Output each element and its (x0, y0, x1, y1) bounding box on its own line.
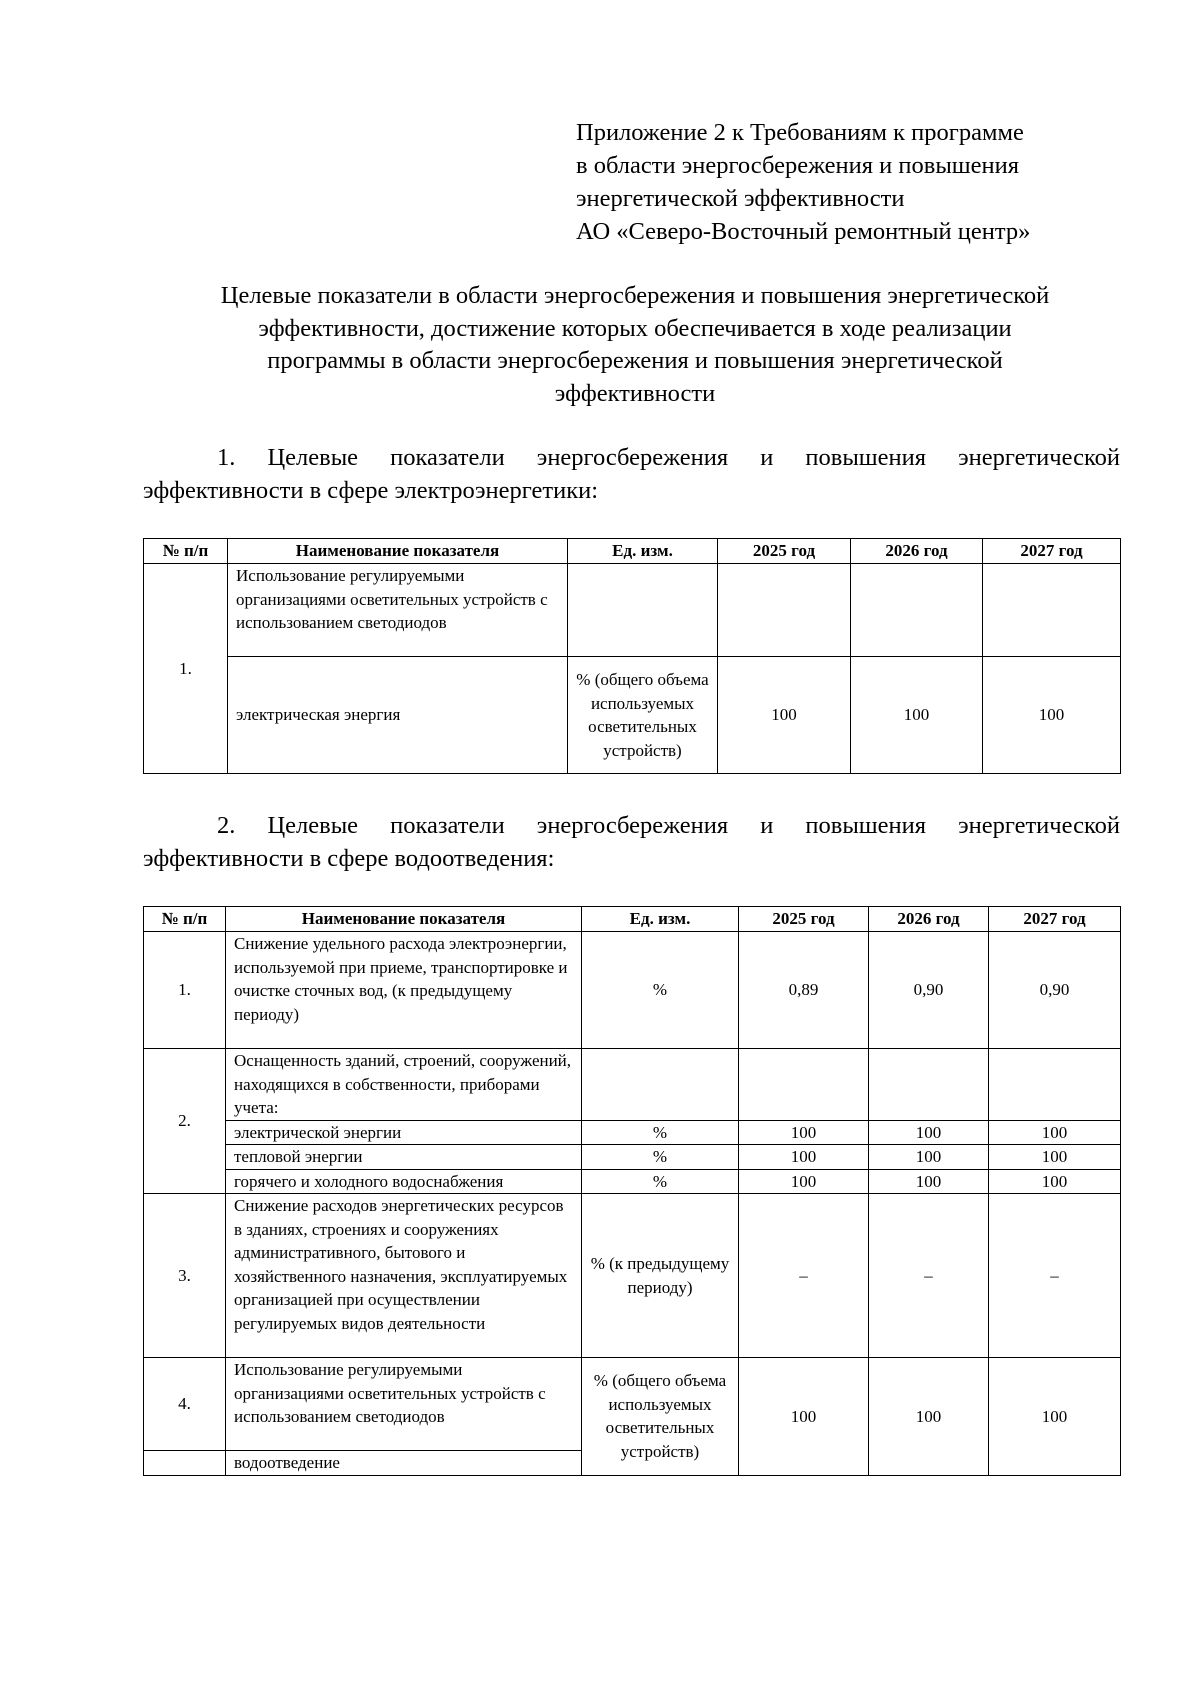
section-2-heading-line-1: 2. Целевые показатели энергосбережения и повышения энергетической (217, 812, 1120, 839)
table-header-row (144, 907, 1121, 932)
row-number: 2. (144, 1049, 226, 1194)
row-number: 4. (144, 1358, 226, 1451)
indicator-name: Использование регулируемыми организациями осветительных устройств с использованием светодиодов (226, 1358, 582, 1451)
appendix-line: в области энергосбережения и повышения (576, 152, 1020, 179)
appendix-note (576, 116, 1136, 248)
value-2025: 100 (739, 1145, 869, 1170)
value-2026: 100 (869, 1169, 989, 1194)
empty-cell (983, 564, 1121, 657)
header-cell-number: № п/п (144, 907, 226, 932)
table-row (144, 1194, 1121, 1358)
section-1-heading (143, 441, 1120, 507)
table-row (144, 932, 1121, 1049)
value-2027: 100 (989, 1120, 1121, 1145)
electricity-indicators-table (143, 538, 1121, 774)
section-2-heading-line-2: эффективности в сфере водоотведения: (143, 845, 555, 872)
unit-cell: % (582, 1120, 739, 1145)
row-number: 1. (144, 564, 228, 774)
empty-cell (568, 564, 718, 657)
appendix-line: энергетической эффективности (576, 185, 905, 212)
table-row (144, 1145, 1121, 1170)
value-2025: 100 (739, 1120, 869, 1145)
header-cell-2025: 2025 год (739, 907, 869, 932)
appendix-line: Приложение 2 к Требованиям к программе (576, 119, 1024, 146)
table-header-row (144, 539, 1121, 564)
empty-cell (739, 1049, 869, 1121)
section-2-heading (143, 809, 1120, 875)
empty-cell (582, 1049, 739, 1121)
empty-cell (144, 1451, 226, 1476)
value-2025: 0,89 (739, 932, 869, 1049)
header-cell-2027: 2027 год (989, 907, 1121, 932)
header-cell-name: Наименование показателя (226, 907, 582, 932)
unit-cell: % (к предыдущему периоду) (582, 1194, 739, 1358)
value-2026: 100 (869, 1145, 989, 1170)
value-2027: 100 (989, 1358, 1121, 1476)
table-row (144, 1049, 1121, 1121)
table-row (144, 1120, 1121, 1145)
value-2027: – (989, 1194, 1121, 1358)
value-2027: 0,90 (989, 932, 1121, 1049)
table-row (144, 564, 1121, 657)
title-line: программы в области энергосбережения и повышения энергетической (267, 347, 1003, 374)
indicator-name: Использование регулируемыми организациями осветительных устройств с использованием светодиодов (228, 564, 568, 657)
indicator-name: Снижение удельного расхода электроэнергии, используемой при приеме, транспортировке и очистке сточных вод, (к предыдущему периоду) (226, 932, 582, 1049)
value-2025: 100 (739, 1358, 869, 1476)
wastewater-indicators-table (143, 906, 1121, 1476)
indicator-name: Снижение расходов энергетических ресурсов в зданиях, строениях и сооружениях административного, бытового и хозяйственного назначения, эксплуатируемых организацией при осуществлении регулируемых видов деятельности (226, 1194, 582, 1358)
header-cell-2026: 2026 год (869, 907, 989, 932)
header-cell-number: № п/п (144, 539, 228, 564)
value-2026: 100 (869, 1358, 989, 1476)
title-line: эффективности (554, 379, 716, 407)
value-2027: 100 (983, 657, 1121, 774)
indicator-subname: горячего и холодного водоснабжения (226, 1169, 582, 1194)
empty-cell (851, 564, 983, 657)
indicator-subname: тепловой энергии (226, 1145, 582, 1170)
indicator-subname: электрической энергии (226, 1120, 582, 1145)
value-2026: 0,90 (869, 932, 989, 1049)
value-2026: – (869, 1194, 989, 1358)
row-number: 1. (144, 932, 226, 1049)
header-cell-2027: 2027 год (983, 539, 1121, 564)
title-line: эффективности, достижение которых обеспечивается в ходе реализации (258, 314, 1012, 342)
empty-cell (989, 1049, 1121, 1121)
header-cell-unit: Ед. изм. (582, 907, 739, 932)
indicator-subname: электрическая энергия (228, 657, 568, 774)
unit-cell: % (582, 932, 739, 1049)
document-title (140, 280, 1130, 410)
appendix-line: АО «Северо-Восточный ремонтный центр» (576, 218, 1031, 245)
unit-cell: % (общего объема используемых осветительных устройств) (582, 1358, 739, 1476)
value-2025: – (739, 1194, 869, 1358)
value-2026: 100 (869, 1120, 989, 1145)
header-cell-2025: 2025 год (718, 539, 851, 564)
header-cell-name: Наименование показателя (228, 539, 568, 564)
table-row (144, 1358, 1121, 1451)
value-2027: 100 (989, 1169, 1121, 1194)
title-line: Целевые показатели в области энергосбережения и повышения энергетической (220, 282, 1050, 309)
row-number: 3. (144, 1194, 226, 1358)
value-2026: 100 (851, 657, 983, 774)
section-1-heading-line-2: эффективности в сфере электроэнергетики: (143, 477, 599, 504)
value-2025: 100 (718, 657, 851, 774)
value-2025: 100 (739, 1169, 869, 1194)
unit-cell: % (582, 1145, 739, 1170)
empty-cell (718, 564, 851, 657)
unit-cell: % (582, 1169, 739, 1194)
table-row (144, 657, 1121, 774)
unit-cell: % (общего объема используемых осветительных устройств) (568, 657, 718, 774)
table-row (144, 1169, 1121, 1194)
indicator-subname: водоотведение (226, 1451, 582, 1476)
empty-cell (869, 1049, 989, 1121)
value-2027: 100 (989, 1145, 1121, 1170)
header-cell-unit: Ед. изм. (568, 539, 718, 564)
indicator-name: Оснащенность зданий, строений, сооружений, находящихся в собственности, приборами учета: (226, 1049, 582, 1121)
section-1-heading-line-1: 1. Целевые показатели энергосбережения и повышения энергетической (217, 444, 1120, 471)
header-cell-2026: 2026 год (851, 539, 983, 564)
